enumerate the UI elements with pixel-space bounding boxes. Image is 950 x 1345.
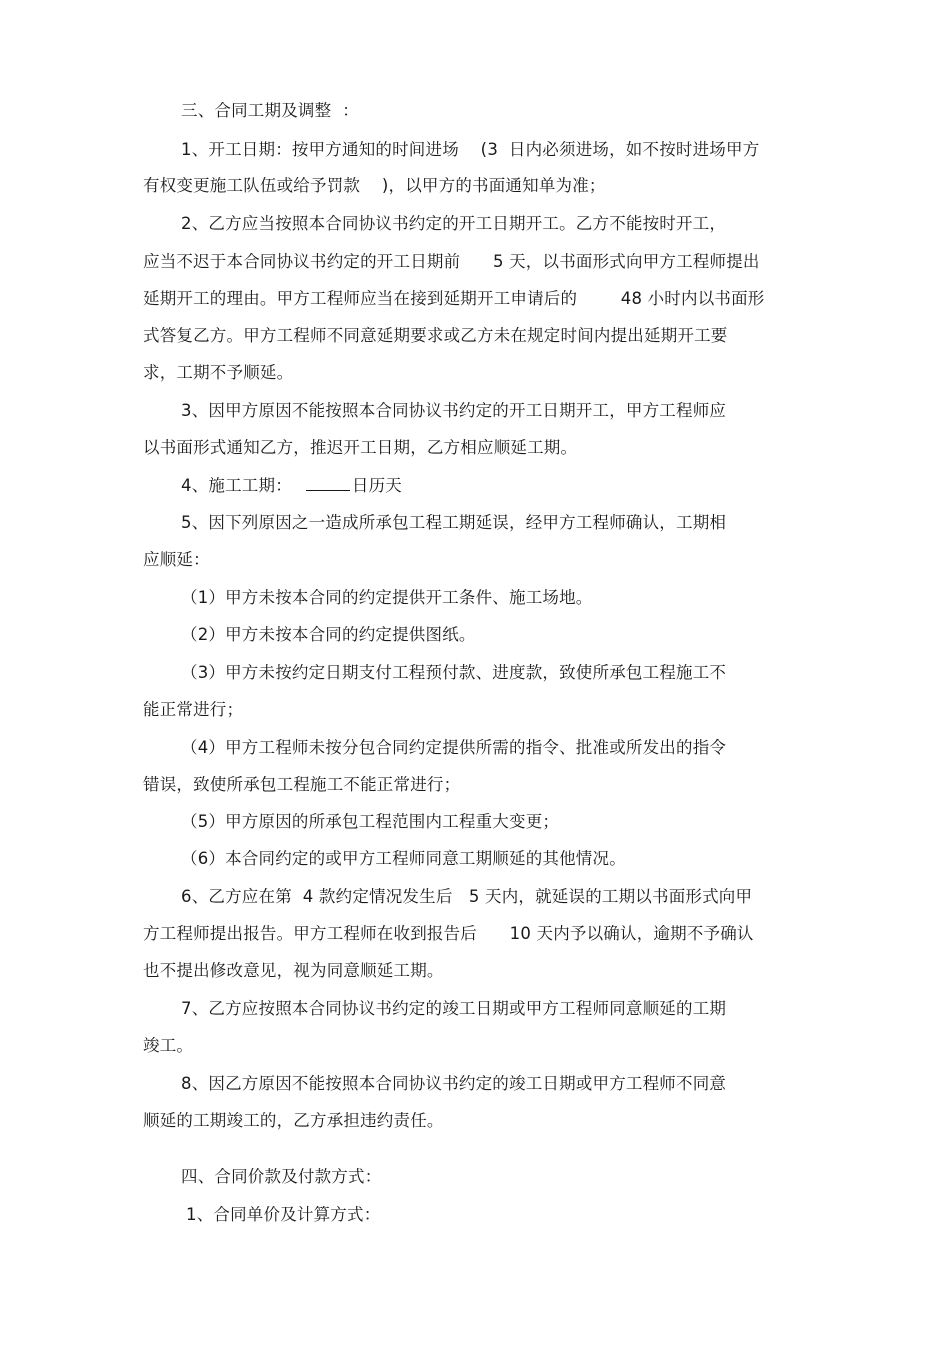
item-7-line-1: 7、乙方应按照本合同协议书约定的竣工日期或甲方工程师同意顺延的工期 (181, 999, 727, 1018)
item-3-line-1: 3、因甲方原因不能按照本合同协议书约定的开工日期开工，甲方工程师应 (181, 401, 727, 420)
sub-item-3-line-2: 能正常进行； (143, 700, 244, 719)
sub-item-5: （5）甲方原因的所承包工程范围内工程重大变更； (181, 812, 560, 831)
item-6-line-2: 方工程师提出报告。甲方工程师在收到报告后 10 天内予以确认，逾期不予确认 (143, 924, 754, 943)
item-2-line-4: 式答复乙方。甲方工程师不同意延期要求或乙方未在规定时间内提出延期开工要 (143, 326, 728, 345)
item-4-suffix: 日历天 (351, 476, 403, 495)
item-2-line-2: 应当不迟于本合同协议书约定的开工日期前 5 天，以书面形式向甲方工程师提出 (143, 252, 760, 271)
item-8-line-1: 8、因乙方原因不能按照本合同协议书约定的竣工日期或甲方工程师不同意 (181, 1074, 727, 1093)
sub-item-1: （1）甲方未按本合同的约定提供开工条件、施工场地。 (181, 588, 593, 607)
item-4-line (181, 476, 402, 496)
section-3-heading: 三、合同工期及调整 ： (181, 101, 359, 120)
item-1-line-1: 1、开工日期：按甲方通知的时间进场 (3 日内必须进场，如不按时进场甲方 (181, 140, 760, 159)
section-4-item-1: 1、合同单价及计算方式： (186, 1205, 381, 1224)
item-4-prefix: 4、施工工期： (181, 476, 292, 495)
item-6-line-3: 也不提出修改意见，视为同意顺延工期。 (143, 961, 444, 980)
item-5-line-1: 5、因下列原因之一造成所承包工程工期延误，经甲方工程师确认，工期相 (181, 513, 727, 532)
item-3-line-2: 以书面形式通知乙方，推迟开工日期，乙方相应顺延工期。 (143, 438, 578, 457)
item-5-line-2: 应顺延： (143, 550, 210, 569)
item-7-line-2: 竣工。 (143, 1036, 194, 1055)
item-2-line-3: 延期开工的理由。甲方工程师应当在接到延期开工申请后的 48 小时内以书面形 (143, 289, 765, 308)
section-4-heading: 四、合同价款及付款方式： (181, 1167, 382, 1186)
duration-blank-field[interactable] (306, 476, 350, 491)
sub-item-6: （6）本合同约定的或甲方工程师同意工期顺延的其他情况。 (181, 849, 626, 868)
item-1-line-2: 有权变更施工队伍或给予罚款 )，以甲方的书面通知单为准； (143, 176, 606, 195)
sub-item-4-line-2: 错误，致使所承包工程施工不能正常进行； (143, 775, 461, 794)
sub-item-4-line-1: （4）甲方工程师未按分包合同约定提供所需的指令、批准或所发出的指令 (181, 738, 727, 757)
sub-item-2: （2）甲方未按本合同的约定提供图纸。 (181, 625, 476, 644)
sub-item-3-line-1: （3）甲方未按约定日期支付工程预付款、进度款，致使所承包工程施工不 (181, 663, 727, 682)
item-8-line-2: 顺延的工期竣工的，乙方承担违约责任。 (143, 1111, 444, 1130)
item-2-line-1: 2、乙方应当按照本合同协议书约定的开工日期开工。乙方不能按时开工， (181, 214, 727, 233)
item-2-line-5: 求，工期不予顺延。 (143, 363, 294, 382)
item-6-line-1: 6、乙方应在第 4 款约定情况发生后 5 天内，就延误的工期以书面形式向甲 (181, 887, 753, 906)
